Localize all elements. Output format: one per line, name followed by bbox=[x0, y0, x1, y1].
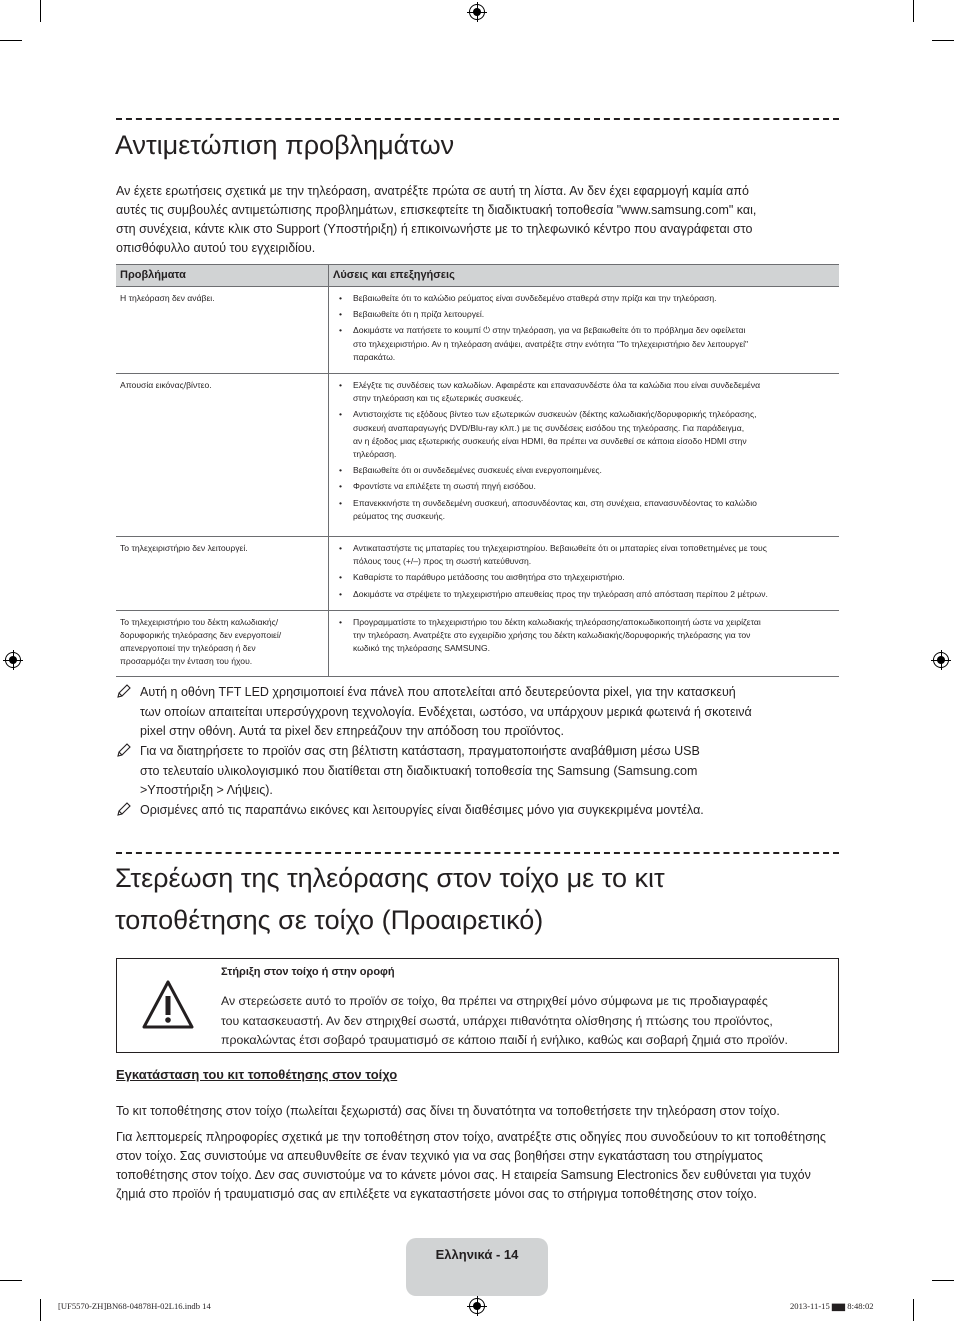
solution-line: κωδικό της τηλεόρασης SAMSUNG. bbox=[353, 643, 491, 654]
solution-line: στην τηλεόραση και τις εξωτερικές συσκευές. bbox=[353, 393, 524, 404]
page-number-badge bbox=[406, 1238, 548, 1296]
registration-mark-icon bbox=[469, 4, 485, 20]
table-row bbox=[116, 374, 839, 537]
footer-file-info: [UF5570-ZH]BN68-04878H-02L16.indb 14 bbox=[58, 1301, 211, 1311]
solution-item bbox=[333, 542, 835, 568]
table-header-row bbox=[116, 265, 839, 287]
solution-line: • Βεβαιωθείτε ότι το καλώδιο ρεύματος είναι συνδεδεμένο σταθερά στην πρίζα και την τηλεόραση. bbox=[353, 293, 717, 303]
text-line: στη συνέχεια, κάντε κλικ στο Support (Υποστήριξη) ή επικοινωνήστε με το τηλεφωνικό κέντρο που αναγράφεται στο bbox=[116, 222, 753, 236]
registration-mark-icon bbox=[933, 652, 949, 668]
section-divider bbox=[116, 852, 839, 854]
solution-line: • Βεβαιωθείτε ότι η πρίζα λειτουργεί. bbox=[353, 309, 485, 320]
text-line: ζημιά στο προϊόν ή τραυματισμό σας αν επιλέξετε να εγκαταστήσετε μόνοι σας το στήριγμα τοποθέτησης στον τοίχο. bbox=[116, 1187, 757, 1201]
note-pencil-icon bbox=[116, 742, 132, 765]
solution-item bbox=[333, 408, 835, 461]
solution-line: τηλεόραση. bbox=[353, 449, 397, 460]
solution-item bbox=[333, 464, 835, 477]
title-line: Στερέωση της τηλεόρασης στον τοίχο με το κιτ bbox=[115, 863, 665, 893]
crop-mark bbox=[0, 1280, 22, 1281]
problem-text: Η τηλεόραση δεν ανάβει. bbox=[120, 293, 215, 303]
note-line: στο τελευταίο υλικολογισμικό που διατίθεται στη διαδικτυακή τοποθεσία της Samsung (Samsung.com bbox=[140, 763, 698, 778]
solution-cell bbox=[329, 610, 840, 676]
note bbox=[116, 742, 841, 801]
note-line: Ορισμένες από τις παραπάνω εικόνες και λειτουργίες είναι διαθέσιμες μόνο για συγκεκριμένα μοντέλα. bbox=[140, 803, 704, 817]
solution-line: πόλους τους (+/–) προς τη σωστή κατεύθυνση. bbox=[353, 556, 532, 567]
note-line: pixel στην οθόνη. Αυτά τα pixel δεν επηρεάζουν την απόδοση του προϊόντος. bbox=[140, 724, 564, 738]
text-line: τοποθέτησης στον τοίχο. Δεν σας συνιστούμε να το κάνετε μόνοι σας. Η εταιρεία Samsung Electronics δεν ευθύνεται για τυχόν bbox=[116, 1168, 811, 1182]
crop-mark bbox=[932, 40, 954, 41]
text-line: αυτές τις συμβουλές αντιμετώπισης προβλημάτων, επισκεφτείτε τη διαδικτυακή τοποθεσία "www.samsung.com" και, bbox=[116, 203, 757, 217]
problem-cell bbox=[116, 537, 329, 611]
crop-mark bbox=[0, 40, 22, 41]
solution-line: • Αντιστοιχίστε τις εξόδους βίντεο των εξωτερικών συσκευών (δέκτης καλωδιακής/δορυφορικής τηλεόρασης, bbox=[353, 409, 757, 420]
problem-text: Το τηλεχειριστήριο του δέκτη καλωδιακής/ bbox=[120, 616, 279, 627]
solution-line: • Δοκιμάστε να πατήσετε το κουμπί ⏻ στην τηλεόραση, για να βεβαιωθείτε ότι το πρόβλημα δεν οφείλεται bbox=[353, 325, 746, 336]
solution-line: την τηλεόραση. Ανατρέξτε στο εγχειρίδιο χρήσης του δέκτη καλωδιακής/δορυφορικής τηλεόρασης για τον bbox=[353, 630, 751, 641]
solution-line: • Δοκιμάστε να στρέψετε το τηλεχειριστήριο απευθείας προς την τηλεόραση από απόσταση περίπου 2 μέτρων. bbox=[353, 588, 768, 599]
note-pencil-icon bbox=[116, 801, 132, 824]
note-line: των οποίων απαιτείται υπερσύγχρονη τεχνολογία. Ενδέχεται, ωστόσο, να υπάρχουν μερικά φωτεινά ή σκοτεινά bbox=[140, 704, 752, 719]
section-title: Αντιμετώπιση προβλημάτων bbox=[115, 130, 455, 160]
table-row bbox=[116, 287, 839, 374]
solution-line: συσκευή αναπαραγωγής DVD/Blu-ray κλπ.) με τις συνδέσεις εισόδου της τηλεόρασης. Για παράδειγμα, bbox=[353, 422, 745, 433]
solution-item bbox=[333, 480, 835, 493]
problem-cell bbox=[116, 610, 329, 676]
section-title bbox=[115, 857, 665, 941]
text-line: Αν έχετε ερωτήσεις σχετικά με την τηλεόραση, ανατρέξτε πρώτα σε αυτή τη λίστα. Αν δεν έχει εφαρμογή καμία από bbox=[116, 184, 749, 198]
warning-line: προκαλώντας έτσι σοβαρό τραυματισμό σε κάποιο παιδί ή ενήλικο, καθώς και σοβαρή ζημιά στο προϊόν. bbox=[221, 1033, 788, 1047]
solution-item bbox=[333, 292, 835, 305]
warning-triangle-icon bbox=[141, 979, 195, 1031]
problem-text: απενεργοποιεί την τηλεόραση ή δεν bbox=[120, 643, 256, 654]
solution-line: παρακάτω. bbox=[353, 351, 396, 362]
note bbox=[116, 683, 841, 742]
solution-line: αν η έξοδος μιας εξωτερικής συσκευής είναι HDMI, θα πρέπει να συνδεθεί σε κάποια είσοδο HDMI στην bbox=[353, 435, 747, 446]
solution-line: • Αντικαταστήστε τις μπαταρίες του τηλεχειριστηρίου. Βεβαιωθείτε ότι οι μπαταρίες είναι τοποθετημένες με τους bbox=[353, 543, 767, 554]
registration-mark-icon bbox=[469, 1298, 485, 1314]
solution-cell bbox=[329, 537, 840, 611]
solution-item bbox=[333, 379, 835, 405]
problem-text: Απουσία εικόνας/βίντεο. bbox=[120, 380, 212, 391]
text-line: στον τοίχο. Σας συνιστούμε να απευθυνθείτε σε έναν τεχνικό για να σας βοηθήσει στην εγκατάσταση του στηρίγματος bbox=[116, 1149, 763, 1163]
text-line: οπισθόφυλλο αυτού του εγχειριδίου. bbox=[116, 241, 316, 255]
intro-paragraph bbox=[116, 182, 846, 258]
solution-line: • Επανεκκινήστε τη συνδεδεμένη συσκευή, αποσυνδέοντας και, στη συνέχεια, επανασυνδέοντας το καλώδιο bbox=[353, 497, 757, 508]
solution-item bbox=[333, 497, 835, 523]
note-line: Για να διατηρήσετε το προϊόν σας στη βέλτιστη κατάσταση, πραγματοποιήστε αναβάθμιση μέσω USB bbox=[140, 744, 700, 758]
solution-line: • Φροντίστε να επιλέξετε τη σωστή πηγή εισόδου. bbox=[353, 481, 536, 492]
note-line: Αυτή η οθόνη TFT LED χρησιμοποιεί ένα πάνελ που αποτελείται από δευτερεύοντα pixel, για την κατασκευή bbox=[140, 685, 736, 699]
problem-text: Το τηλεχειριστήριο δεν λειτουργεί. bbox=[120, 543, 248, 554]
note-pencil-icon bbox=[116, 683, 132, 706]
title-line: τοποθέτησης σε τοίχο (Προαιρετικό) bbox=[115, 905, 544, 935]
paragraph bbox=[116, 1128, 846, 1204]
column-header-solutions: Λύσεις και επεξηγήσεις bbox=[329, 265, 840, 287]
crop-mark bbox=[913, 1299, 914, 1321]
problem-text: προσαρμόζει την ένταση του ήχου. bbox=[120, 656, 253, 667]
solution-cell bbox=[329, 374, 840, 537]
table-row bbox=[116, 610, 839, 676]
text-line: Για λεπτομερείς πληροφορίες σχετικά με την τοποθέτηση στον τοίχο, ανατρέξτε στις οδηγίες που συνοδεύουν το κιτ τοποθέτησης bbox=[116, 1130, 826, 1144]
solution-line: στο τηλεχειριστήριο. Αν η τηλεόραση ανάψει, ανατρέξτε στην ενότητα "Το τηλεχειριστήριο δεν λειτουργεί" bbox=[353, 338, 749, 349]
troubleshooting-table bbox=[116, 264, 839, 677]
crop-mark bbox=[932, 1280, 954, 1281]
solution-line: ρεύματος της συσκευής. bbox=[353, 510, 446, 521]
page-number: Ελληνικά - 14 bbox=[435, 1247, 519, 1262]
warning-text bbox=[221, 992, 831, 1051]
solution-item bbox=[333, 324, 835, 364]
problem-text: δορυφορικής τηλεόρασης δεν ενεργοποιεί/ bbox=[120, 630, 282, 641]
problem-cell bbox=[116, 287, 329, 374]
solution-item bbox=[333, 571, 835, 584]
note-line: >Υποστήριξη > Λήψεις). bbox=[140, 783, 273, 797]
warning-box bbox=[116, 958, 839, 1053]
section-divider bbox=[116, 118, 839, 120]
warning-line: του κατασκευαστή. Αν δεν στηριχθεί σωστά, υπάρχει πιθανότητα ολίσθησης ή πτώσης του προϊόντος, bbox=[221, 1013, 773, 1028]
warning-line: Αν στερεώσετε αυτό το προϊόν σε τοίχο, θα πρέπει να στηριχθεί μόνο σύμφωνα με τις προδιαγραφές bbox=[221, 994, 768, 1008]
subheading: Εγκατάσταση του κιτ τοποθέτησης στον τοίχο bbox=[116, 1067, 398, 1082]
paragraph: Το κιτ τοποθέτησης στον τοίχο (πωλείται ξεχωριστά) σας δίνει τη δυνατότητα να τοποθετήσετε την τηλεόραση στον τοίχο. bbox=[116, 1104, 780, 1118]
footer-timestamp: 2013-11-15 ▆▆ 8:48:02 bbox=[790, 1301, 874, 1311]
table-row bbox=[116, 537, 839, 611]
solution-line: • Βεβαιωθείτε ότι οι συνδεδεμένες συσκευές είναι ενεργοποιημένες. bbox=[353, 465, 602, 476]
crop-mark bbox=[40, 1299, 41, 1321]
solution-item bbox=[333, 616, 835, 656]
warning-heading: Στήριξη στον τοίχο ή στην οροφή bbox=[221, 966, 395, 978]
problem-cell bbox=[116, 374, 329, 537]
crop-mark bbox=[40, 0, 41, 22]
solution-cell bbox=[329, 287, 840, 374]
column-header-problems: Προβλήματα bbox=[116, 265, 329, 287]
solution-line: • Προγραμματίστε το τηλεχειριστήριο του δέκτη καλωδιακής τηλεόρασης/αποκωδικοποιητή ώστε να χειρίζεται bbox=[353, 616, 761, 627]
registration-mark-icon bbox=[5, 652, 21, 668]
solution-item bbox=[333, 308, 835, 321]
solution-item bbox=[333, 588, 835, 601]
solution-line: • Ελέγξτε τις συνδέσεις των καλωδίων. Αφαιρέστε και επανασυνδέστε όλα τα καλώδια που είναι συνδεδεμένα bbox=[353, 380, 761, 391]
crop-mark bbox=[913, 0, 914, 22]
note bbox=[116, 801, 841, 821]
solution-line: • Καθαρίστε το παράθυρο μετάδοσης του αισθητήρα στο τηλεχειριστήριο. bbox=[353, 572, 625, 583]
